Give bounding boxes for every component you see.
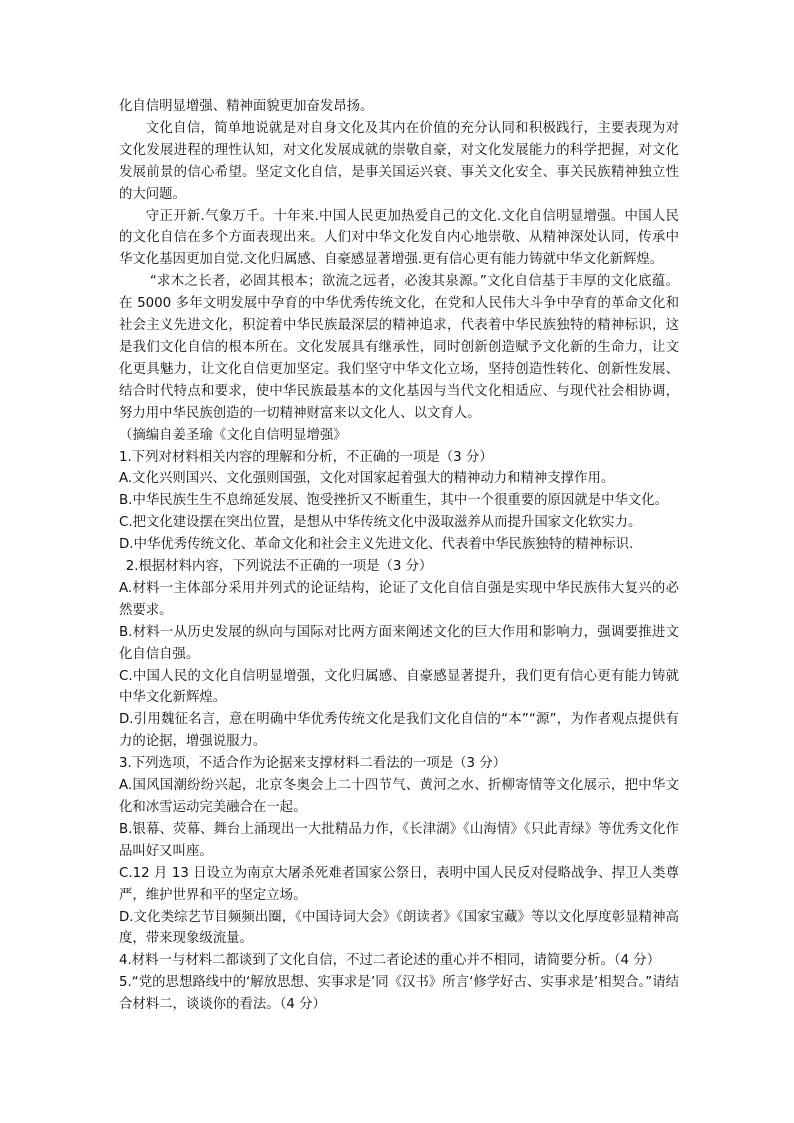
option-c: C.中国人民的文化自信明显增强，文化归属感、自豪感显著提升，我们更有信心更有能力铸就中华文化新辉煌。 bbox=[119, 668, 679, 706]
option-a: A.国风国潮纷纷兴起，北京冬奥会上二十四节气、黄河之水、折柳寄情等文化展示，把中华文化和冰雪运动完美融合在一起。 bbox=[119, 778, 679, 815]
passage-paragraph-2: 守正开新.气象万千。十年来.中国人民更加热爱自己的文化.文化自信明显增强。中国人民的文化自信在多个方面表现出来。人们对中华文化发自内心地崇敬、从精神深处认同，传承中华文化基因更加自觉.文化归属感、自豪感显著增强.更有信心更有能力铸就中华文化新辉煌。 bbox=[119, 208, 679, 268]
question-2 bbox=[119, 556, 679, 753]
question-stem: 3.下列选项，不适合作为论据来支撑材料二看法的一项是（3 分） bbox=[119, 756, 507, 772]
question-stem: 5.“党的思想路线中的‘解放思想、实事求是’同《汉书》所言‘修学好古、实事求是’相契合。”请结合材料二，谈谈你的看法。（4 分） bbox=[119, 975, 679, 1013]
option-c: C.把文化建设摆在突出位置，是想从中华传统文化中汲取滋养从而提升国家文化软实力。 bbox=[119, 515, 642, 531]
option-d: D.引用魏征名言，意在明确中华优秀传统文化是我们文化自信的“本”“源”，为作者观点提供有力的论据，增强说服力。 bbox=[119, 712, 679, 750]
question-3 bbox=[119, 753, 679, 950]
option-b: B.材料一从历史发展的纵向与国际对比两方面来阐述文化的巨大作用和影响力，强调要推进文化自信自强。 bbox=[119, 624, 679, 662]
document-page bbox=[119, 96, 679, 1016]
passage-paragraph-3: “求木之长者，必固其根本；欲流之远者，必浚其泉源。”文化自信基于丰厚的文化底蕴。在 5000 多年文明发展中孕育的中华优秀传统文化，在党和人民伟大斗争中孕育的革命文化和社会主义先进文化，积淀着中华民族最深层的精神追求，代表着中华民族独特的精神标识，这是我们文化自信的根本所在。文化发展具有继承性，同时创新创造赋予文化新的生命力，让文化更具魅力，让文化自信更加坚定。我们坚守中华文化立场，坚持创造性转化、创新性发展、结合时代特点和要求，使中华民族最基本的文化基因与当代文化相适应、与现代社会相协调，努力用中华民族创造的一切精神财富来以文化人、以文育人。 bbox=[119, 274, 679, 421]
option-b: B.中华民族生生不息绵延发展、饱受挫折又不断重生，其中一个很重要的原因就是中华文化。 bbox=[119, 493, 669, 509]
option-b: B.银幕、荧幕、舞台上涌现出一大批精品力作，《长津湖》《山海情》《只此青绿》等优秀文化作品叫好又叫座。 bbox=[119, 821, 679, 859]
question-stem: 2.根据材料内容，下列说法不正确的一项是（3 分） bbox=[125, 559, 433, 575]
passage-paragraph-1: 文化自信，简单地说就是对自身文化及其内在价值的充分认同和积极践行，主要表现为对文化发展进程的理性认知，对文化发展成就的崇敬自豪，对文化发展能力的科学把握，对文化发展前景的信心希望。坚定文化自信，是事关国运兴衰、事关文化安全、事关民族精神独立性的大问题。 bbox=[119, 120, 679, 202]
question-5 bbox=[119, 972, 679, 1016]
option-a: A.文化兴则国兴、文化强则国强，文化对国家起着强大的精神动力和精神支撑作用。 bbox=[119, 471, 615, 487]
passage-source: （摘编自姜圣瑜《文化自信明显增强》 bbox=[119, 427, 347, 443]
question-stem: 1.下列对材料相关内容的理解和分析，不正确的一项是（3 分） bbox=[119, 449, 493, 465]
option-d: D.文化类综艺节目频频出圈，《中国诗词大会》《朗读者》《国家宝藏》等以文化厚度彰显精神高度，带来现象级流量。 bbox=[119, 909, 679, 947]
passage-paragraph-0: 化自信明显增强、精神面貌更加奋发昂扬。 bbox=[119, 99, 374, 114]
question-4 bbox=[119, 950, 679, 972]
question-1 bbox=[119, 447, 679, 557]
question-stem: 4.材料一与材料二都谈到了文化自信，不过二者论述的重心并不相同，请简要分析。（4 分） bbox=[119, 953, 661, 969]
option-d: D.中华优秀传统文化、革命文化和社会主义先进文化、代表着中华民族独特的精神标识. bbox=[119, 537, 634, 553]
option-a: A.材料一主体部分采用并列式的论证结构，论证了文化自信自强是实现中华民族伟大复兴的必然要求。 bbox=[119, 580, 679, 618]
option-c: C.12 月 13 日设立为南京大屠杀死难者国家公祭日，表明中国人民反对侵略战争、捍卫人类尊严，维护世界和平的坚定立场。 bbox=[119, 865, 679, 903]
